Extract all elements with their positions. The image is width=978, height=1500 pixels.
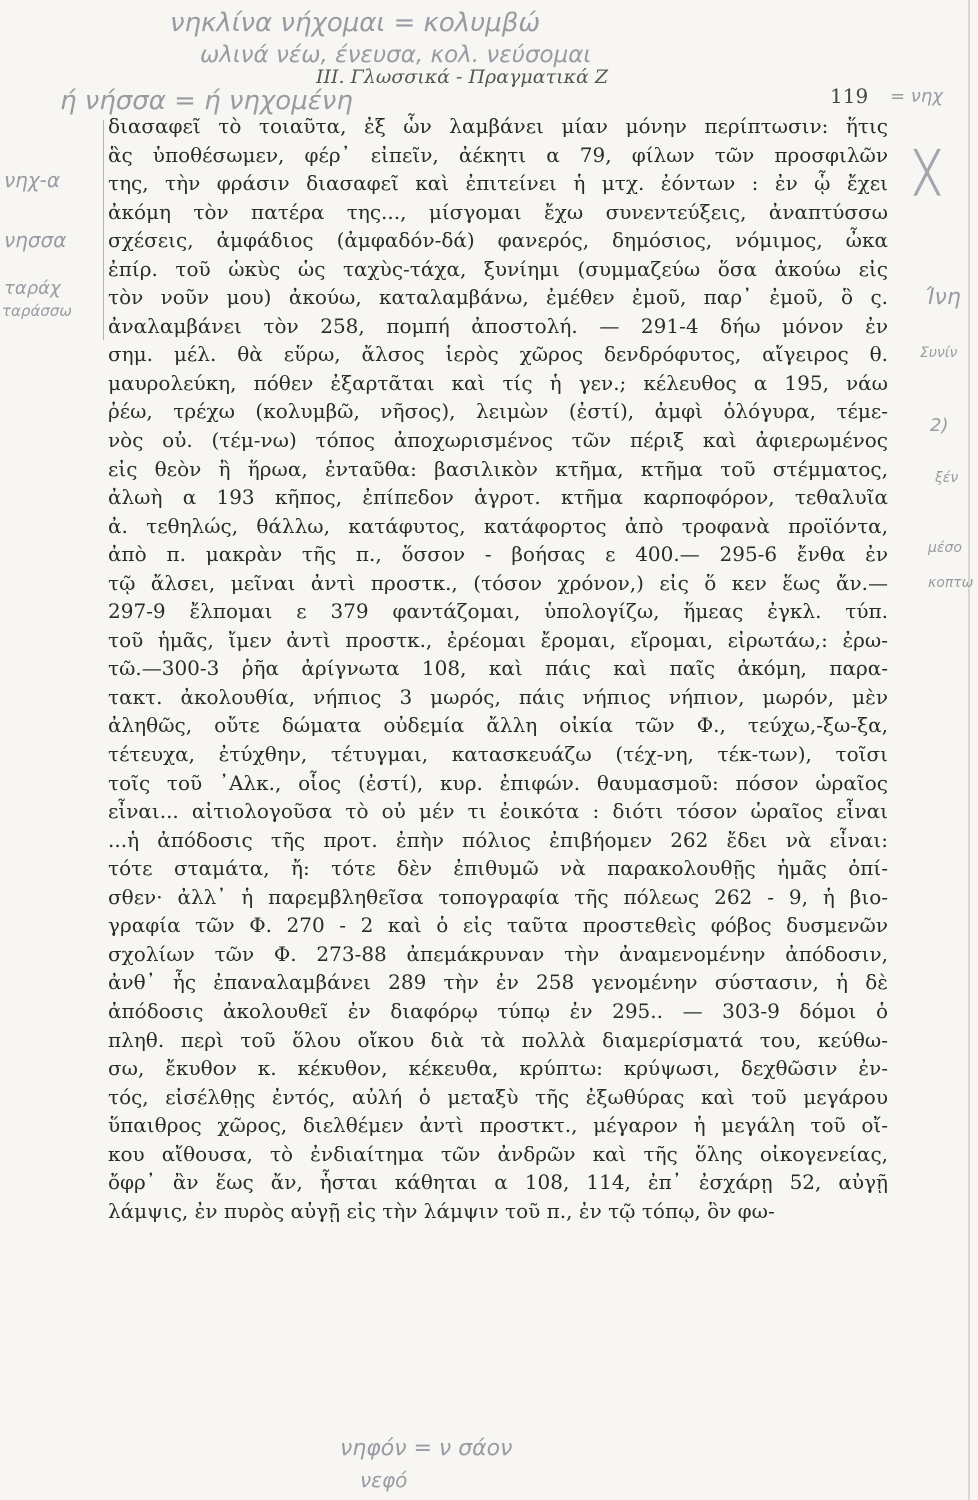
text-line: ἀλωὴ α 193 κῆπος, ἐπίπεδον ἀγροτ. κτῆμα καρποφόρον, τεθαλυῖα: [108, 485, 888, 510]
handwritten-note-bottom-2: νεφό: [360, 1468, 408, 1492]
text-line: εἶναι... αἰτιολογοῦσα τὸ οὐ μέν τι ἐοικότα : διότι τόσον ὡραῖος εἶναι: [108, 799, 888, 824]
text-line: σημ. μέλ. θὰ εὕρω, ἄλσος ἱερὸς χῶρος δενδρόφυτος, αἴγειρος θ.: [108, 342, 888, 367]
text-line: κου αἴθουσα, τὸ ἐνδιαίτημα τῶν ἀνδρῶν καὶ τῆς ὅλης οἰκογενείας,: [108, 1141, 888, 1166]
text-line: 297-9 ἔλπομαι ε 379 φαντάζομαι, ὑπολογίζω, ἥμεας ἐγκλ. τύπ.: [108, 599, 888, 624]
text-line: τός, εἰσέλθῃς ἐντός, αὐλή ὁ μεταξὺ τῆς ἐξωθύρας καὶ τοῦ μεγάρου: [108, 1084, 888, 1109]
commentary-text: [108, 112, 888, 1225]
margin-note-right-4: ξέν: [935, 470, 959, 486]
handwritten-note-top-1: νηκλίνα νήχομαι = κολυμβώ: [170, 8, 541, 38]
text-line: ἐπίρ. τοῦ ὠκὺς ὡς ταχὺς-τάχα, ξυνίημι (συμμαζεύω ὅσα ἀκούω εἰς: [108, 256, 888, 281]
text-line: πληθ. περὶ τοῦ ὅλου οἴκου διὰ τὰ πολλὰ διαμερίσματά του, κεύθω-: [108, 1027, 888, 1052]
text-line: σθεν· ἀλλ᾽ ἡ παρεμβληθεῖσα τοπογραφία τῆς πόλεως 262 - 9, ἡ βιο-: [108, 884, 888, 909]
text-line: τότε σταμάτα, ἤ: τότε δὲν ἐπιθυμῶ νὰ παρακολουθῇς ἡμᾶς ὀπί-: [108, 856, 888, 881]
running-header: III. Γλωσσικά - Πραγματικά Ζ: [316, 66, 609, 88]
text-line: ῥέω, τρέχω (κολυμβῶ, νῆσος), λειμὼν (ἐστί), ἀμφὶ ὁλόγυρα, τέμε-: [108, 399, 888, 424]
text-line: σω, ἔκυθον κ. κέκυθον, κέκευθα, κρύπτω: κρύψωσι, δεχθῶσιν ἐν-: [108, 1056, 888, 1081]
margin-note-right-5: μέσο: [928, 540, 962, 556]
text-line: ἀ. τεθηλώς, θάλλω, κατάφυτος, κατάφορτος ἀπὸ τροφανὰ προϊόντα,: [108, 513, 888, 538]
handwritten-note-right-top: = νηχ: [890, 86, 943, 107]
text-line: ἃς ὑποθέσωμεν, φέρ᾽ εἰπεῖν, ἀέκητι α 79, φίλων τῶν προσφιλῶν: [108, 142, 888, 167]
margin-note-right-6: κοπτω: [928, 575, 974, 591]
text-line: ἀναλαμβάνει τὸν 258, πομπή ἀποστολή. — 291-4 δήω μόνον ἐν: [108, 313, 888, 338]
text-line: τέτευχα, ἐτύχθην, τέτυγμαι, κατασκευάζω (τέχ-νη, τέκ-των), τοῖσι: [108, 742, 888, 767]
text-line: ...ἡ ἀπόδοσις τῆς προτ. ἐπὴν πόλιος ἐπιβήομεν 262 ἔδει νὰ εἶναι:: [108, 827, 888, 852]
handwritten-note-bottom-1: νηφόν = ν σάον: [340, 1436, 513, 1461]
text-line: γραφία τῶν Φ. 270 - 2 καὶ ὁ εἰς ταῦτα προστεθεὶς φόβος δυσμενῶν: [108, 913, 888, 938]
text-line: ἀνθ᾽ ἧς ἐπαναλαμβάνει 289 τὴν ἐν 258 γενομένην σύστασιν, ἡ δὲ: [108, 970, 888, 995]
cross-mark: ╳: [915, 150, 940, 196]
text-line: τὸν νοῦν μου) ἀκούω, καταλαμβάνω, ἐμέθεν ἐμοῦ, παρ᾽ ἐμοῦ, ὃ ς.: [108, 285, 888, 310]
text-line: ἀπὸ π. μακρὰν τῆς π., ὅσσον - βοήσας ε 400.— 295-6 ἔνθα ἐν: [108, 542, 888, 567]
text-line: σχέσεις, ἀμφάδιος (ἀμφαδόν-δά) φανερός, δημόσιος, νόμιμος, ὦκα: [108, 228, 888, 253]
text-line: σχολίων τῶν Φ. 273-88 ἀπεμάκρυναν τὴν ἀναμενομένην ἀπόδοσιν,: [108, 941, 888, 966]
handwritten-note-top-2: ωλινά νέω, ένευσα, κολ. νεύσομαι: [200, 42, 592, 68]
margin-note-left-3: ταράχ: [4, 278, 61, 299]
text-line: τακτ. ἀκολουθία, νήπιος 3 μωρός, πάις νήπιος νήπιον, μωρόν, μὲν: [108, 684, 888, 709]
text-line: τοῖς τοῦ ᾿Αλκ., οἷος (ἐστί), κυρ. ἐπιφών. θαυμασμοῦ: πόσον ὡραῖος: [108, 770, 888, 795]
page-edge: [968, 0, 970, 1500]
text-line: ἀπόδοσις ἀκολουθεῖ ἐν διαφόρῳ τύπῳ ἐν 295.. — 303-9 δόμοι ὁ: [108, 998, 888, 1023]
margin-note-right-3: 2): [930, 415, 949, 436]
text-line: ἀκόμη τὸν πατέρα της..., μίσγομαι ἔχω συνεντεύξεις, ἀναπτύσσω: [108, 199, 888, 224]
text-line: ὄφρ᾽ ἂν ἕως ἄν, ἧσται κάθηται α 108, 114, ἐπ᾽ ἐσχάρῃ 52, αὐγῇ: [108, 1170, 888, 1195]
margin-note-left-1: νηχ-α: [4, 168, 61, 192]
margin-note-left-4: ταράσσω: [2, 302, 72, 320]
text-line: νὸς οὐ. (τέμ-νω) τόπος ἀποχωρισμένος τῶν πέριξ καὶ ἀφιερωμένος: [108, 428, 888, 453]
handwritten-note-top-3: ή νήσσα = ή νηχομένη: [60, 86, 353, 116]
text-line: τῶ.—300-3 ῥῆα ἀρίγνωτα 108, καὶ πάις καὶ παῖς ἀκόμη, παρα-: [108, 656, 888, 681]
margin-note-left-2: νησσα: [4, 228, 67, 252]
text-line: ὕπαιθρος χῶρος, διελθέμεν ἀντὶ προστκτ., μέγαρον ἡ μεγάλη τοῦ οἴ-: [108, 1113, 888, 1138]
text-line: της, τὴν φράσιν διασαφεῖ καὶ ἐπιτείνει ἡ μτχ. ἐόντων : ἐν ᾧ ἔχει: [108, 171, 888, 196]
text-line: διασαφεῖ τὸ τοιαῦτα, ἐξ ὧν λαμβάνει μίαν μόνην περίπτωσιν: ἥτις: [108, 114, 888, 138]
text-line: εἰς θεὸν ἢ ἥρωα, ἐνταῦθα: βασιλικὸν κτῆμα, κτῆμα τοῦ στέμματος,: [108, 456, 888, 481]
margin-bracket: [103, 120, 104, 340]
text-line: ἀληθῶς, οὔτε δώματα οὐδεμία ἄλλη οἰκία τῶν Φ., τεύχω,-ξω-ξα,: [108, 713, 888, 738]
text-line: τῷ ἄλσει, μεῖναι ἀντὶ προστκ., (τόσον χρόνον,) εἰς ὅ κεν ἕως ἄν.—: [108, 570, 888, 595]
page-number: 119: [830, 84, 869, 108]
text-line: τοῦ ἡμᾶς, ἴμεν ἀντὶ προστκ., ἐρέομαι ἔρομαι, εἴρομαι, εἰρωτάω,: ἐρω-: [108, 627, 888, 652]
text-line: μαυρολεύκη, πόθεν ἐξαρτᾶται καὶ τίς ἡ γεν.; κέλευθος α 195, νάω: [108, 370, 888, 395]
text-line: λάμψις, ἐν πυρὸς αὐγῇ εἰς τὴν λάμψιν τοῦ π., ἐν τῷ τόπῳ, ὃν φω-: [108, 1198, 775, 1223]
margin-note-right-2: Συνίν: [920, 345, 958, 361]
margin-note-right-1: Ίνη: [925, 285, 961, 310]
